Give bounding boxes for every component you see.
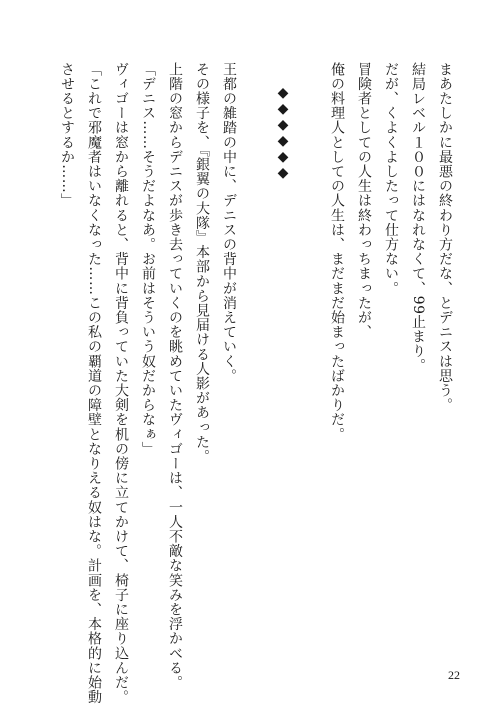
- blank-line: [296, 62, 323, 622]
- text-line: 王都の雑踏の中に、デニスの背中が消えていく。: [221, 62, 237, 384]
- text-line: 俺の料理人としての人生は、まだまだ始まったばかりだ。: [329, 62, 345, 442]
- blank-line: [242, 62, 269, 622]
- text-line: させるとするか……」: [59, 62, 75, 208]
- text-line: 結局レベル１００にはなれなくて、99止まり。: [410, 62, 426, 374]
- text-line: 「デニス……そうだよなあ。お前はそういう奴だからなぁ」: [140, 62, 156, 457]
- page-number: 22: [448, 668, 460, 682]
- text-line: だが、くよくよしたって仕方ない。: [383, 62, 399, 296]
- text-line: その様子を、『銀翼の大隊』本部から見届ける人影があった。: [194, 62, 210, 464]
- text-line: 冒険者としての人生は終わっちまったが、: [356, 62, 372, 340]
- section-break: ◆◆◆◆◆◆: [275, 85, 291, 181]
- text-line: 上階の窓からデニスが歩き去っていくのを眺めていたヴィゴーは、一人不敵な笑みを浮かべる。: [167, 62, 183, 690]
- text-line: 「これで邪魔者はいなくなった……この私の覇道の障壁となりえる奴はな。計画を、本格的に始動: [86, 62, 102, 705]
- text-line: まあたしかに最悪の終わり方だな、とデニスは思う。: [437, 62, 453, 413]
- text-line: ヴィゴーは窓から離れると、背中に背負っていた大剣を机の傍に立てかけて、椅子に座り込んだ。: [113, 62, 129, 705]
